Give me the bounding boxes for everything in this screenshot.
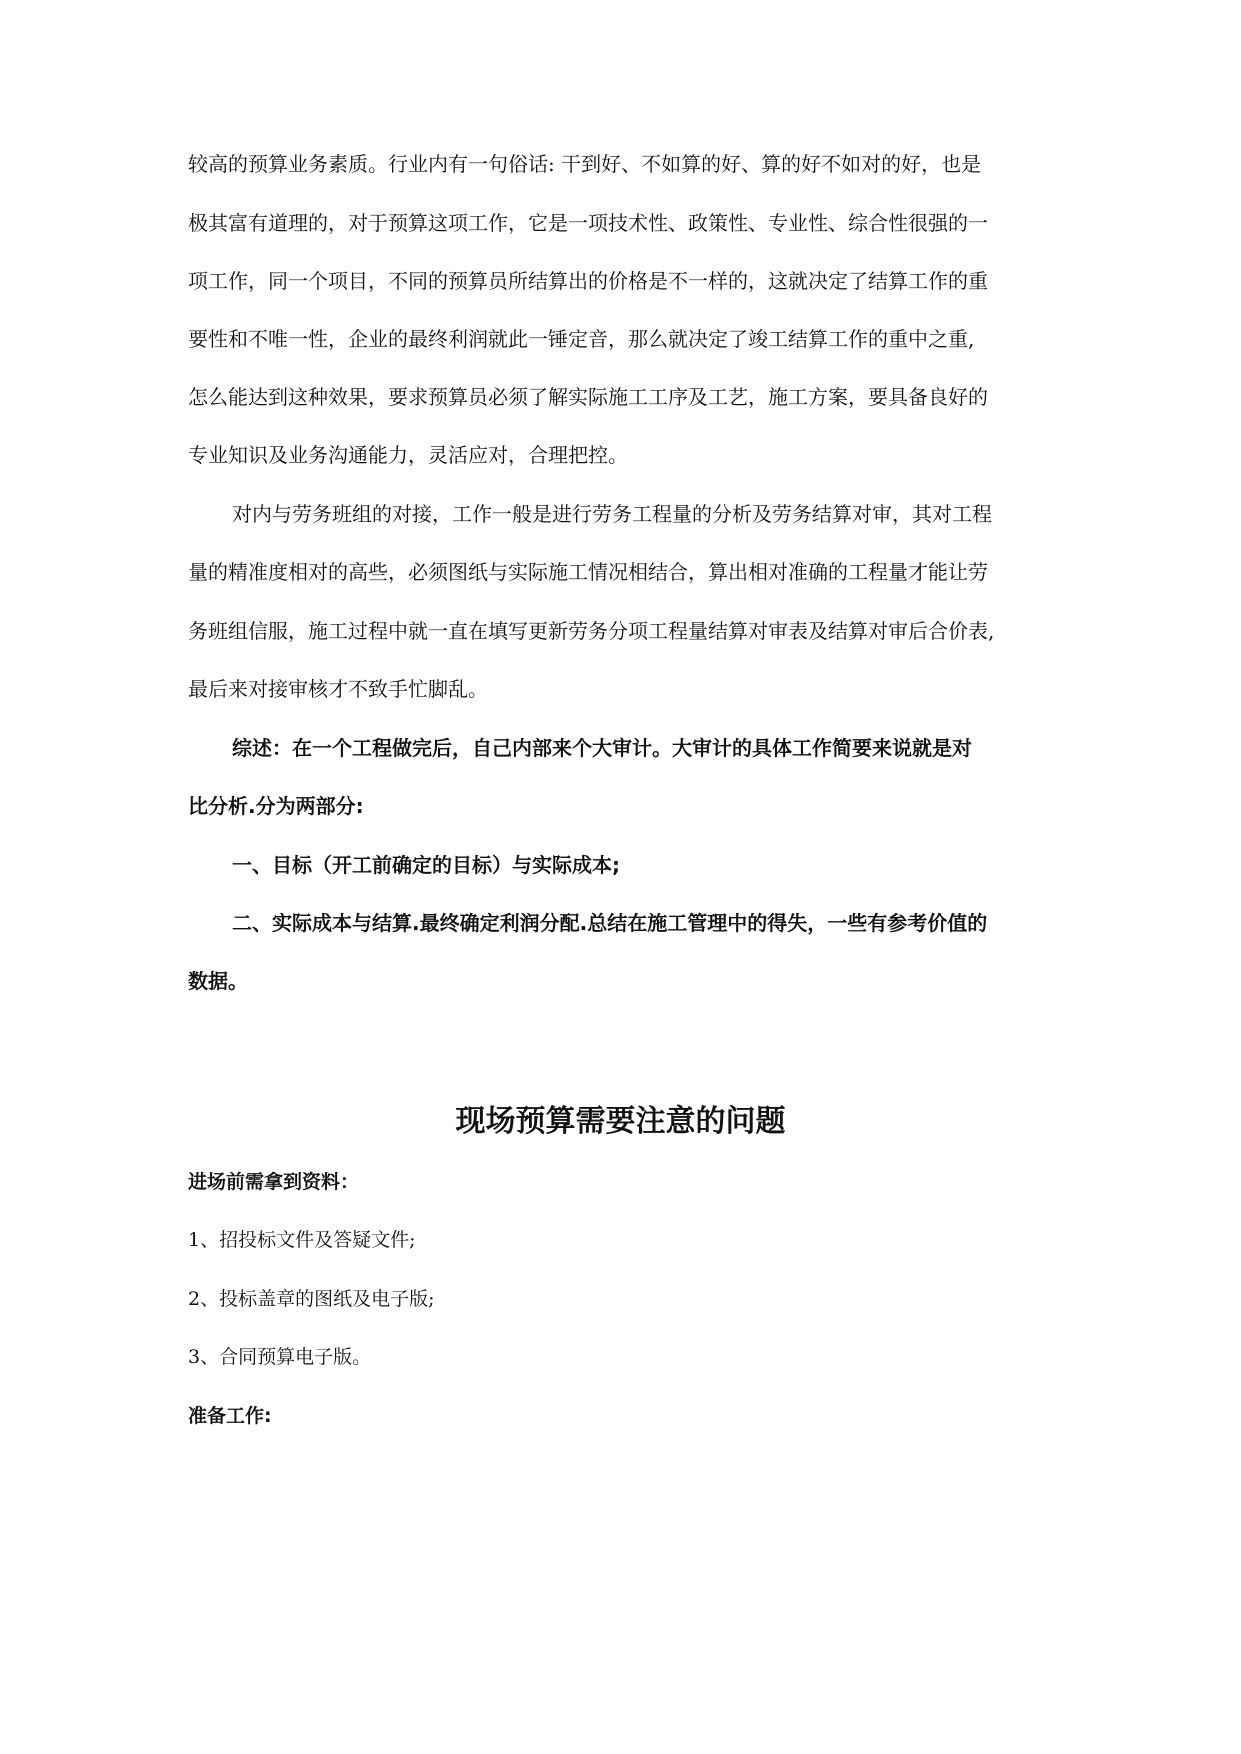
paragraph-2-line-4: 最后来对接审核才不致手忙脚乱。 <box>188 677 488 701</box>
paragraph-2-line-2: 量的精准度相对的高些，必须图纸与实际施工情况相结合，算出相对准确的工程量才能让劳 <box>188 560 988 584</box>
list-item: 3、合同预算电子版。 <box>188 1346 372 1368</box>
list-item: 2、投标盖章的图纸及电子版; <box>188 1288 435 1310</box>
paragraph-2-line-3: 务班组信服，施工过程中就一直在填写更新劳务分项工程量结算对审表及结算对审后合价表, <box>188 619 995 643</box>
paragraph-1-line-6: 专业知识及业务沟通能力，灵活应对，合理把控。 <box>188 443 628 467</box>
paragraph-1-line-1: 较高的预算业务素质。行业内有一句俗话: 干到好、不如算的好、算的好不如对的好，也是 <box>188 152 982 176</box>
paragraph-1-line-5: 怎么能达到这种效果，要求预算员必须了解实际施工工序及工艺，施工方案，要具备良好的 <box>188 385 988 409</box>
section-title: 现场预算需要注意的问题 <box>455 1104 786 1139</box>
summary-point-2-cont: 数据。 <box>188 969 248 993</box>
list-item: 1、招投标文件及答疑文件; <box>188 1229 416 1251</box>
summary-point-2: 二、实际成本与结算.最终确定利润分配.总结在施工管理中的得失，一些有参考价值的 <box>232 911 988 935</box>
paragraph-1-line-2: 极其富有道理的，对于预算这项工作，它是一项技术性、政策性、专业性、综合性很强的一 <box>188 211 988 235</box>
before-entry-heading: 进场前需拿到资料： <box>188 1171 360 1193</box>
summary-line-1: 综述：在一个工程做完后，自己内部来个大审计。大审计的具体工作简要来说就是对 <box>232 736 972 760</box>
paragraph-1-line-3: 项工作，同一个项目，不同的预算员所结算出的价格是不一样的，这就决定了结算工作的重 <box>188 269 988 293</box>
paragraph-1-line-4: 要性和不唯一性，企业的最终利润就此一锤定音，那么就决定了竣工结算工作的重中之重, <box>188 327 975 351</box>
summary-point-1: 一、目标（开工前确定的目标）与实际成本; <box>232 853 620 877</box>
summary-line-2: 比分析.分为两部分: <box>188 794 364 818</box>
preparation-heading: 准备工作: <box>188 1405 272 1427</box>
paragraph-2-line-1: 对内与劳务班组的对接，工作一般是进行劳务工程量的分析及劳务结算对审，其对工程 <box>232 502 992 526</box>
